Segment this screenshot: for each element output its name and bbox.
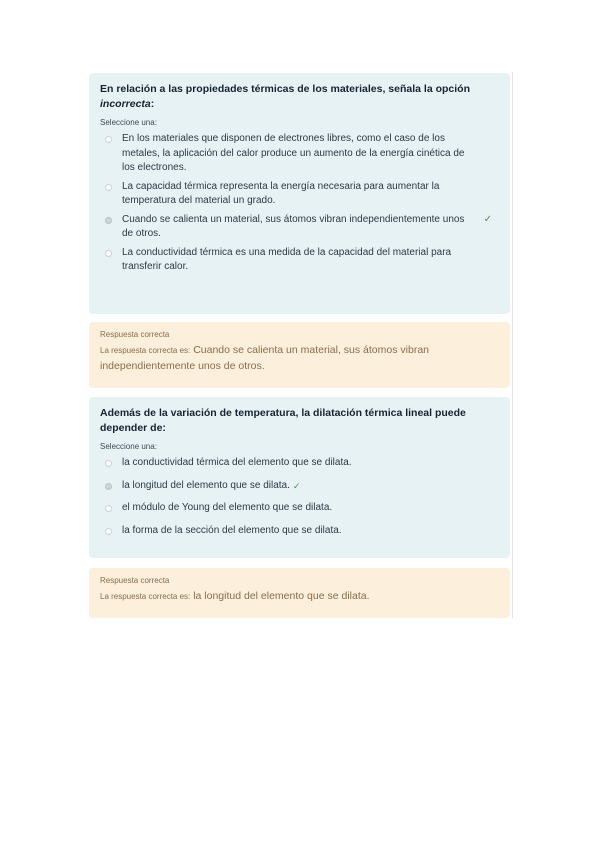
radio-button-selected[interactable] (105, 217, 112, 224)
question-1-emphasis: incorrecta (100, 98, 151, 110)
question-1 (89, 73, 510, 314)
question-2-answer-c[interactable] (100, 501, 500, 516)
feedback-2-answer: la longitud del elemento que se dilata. (193, 590, 370, 602)
feedback-1 (89, 322, 510, 388)
radio-button-selected[interactable] (105, 483, 112, 490)
question-1-prompt: Seleccione una: (100, 118, 157, 127)
answer-label: La conductividad térmica es una medida de la capacidad del material para transferir calor. (122, 246, 452, 272)
radio-button[interactable] (105, 528, 112, 535)
question-1-text: En relación a las propiedades térmicas de los materiales, señala la opción incorrecta: (100, 83, 470, 110)
feedback-1-title: Respuesta correcta (100, 330, 170, 339)
feedback-2-text (100, 589, 500, 605)
answer-label: La capacidad térmica representa la energía necesaria para aumentar la temperatura del material un grado. (122, 180, 440, 206)
feedback-2-lead: La respuesta correcta es: (100, 592, 191, 601)
feedback-2 (89, 568, 510, 618)
page-edge-line (512, 72, 513, 618)
question-2 (89, 397, 510, 558)
radio-button[interactable] (105, 460, 112, 467)
question-1-answer-c[interactable] (100, 213, 500, 242)
feedback-1-text (100, 343, 500, 373)
feedback-2-title: Respuesta correcta (100, 576, 170, 585)
answer-label: el módulo de Young del elemento que se dilata. (122, 502, 333, 513)
answer-label: la conductividad térmica del elemento que se dilata. (122, 457, 352, 468)
question-2-answer-b[interactable] (100, 479, 500, 494)
question-1-answer-b[interactable] (100, 180, 500, 209)
answer-label: la longitud del elemento que se dilata. (122, 479, 290, 491)
question-2-answers (100, 456, 500, 538)
answer-label: la forma de la sección del elemento que se dilata. (122, 524, 342, 536)
radio-button[interactable] (105, 250, 112, 257)
question-2-answer-d[interactable] (100, 524, 500, 539)
checkmark-icon: ✓ (483, 213, 492, 225)
answer-label: En los materiales que disponen de electrones libres, como el caso de los metales, la aplicación del calor produce un aumento de la energía cinética de los electrones. (122, 133, 465, 173)
question-2-text: Además de la variación de temperatura, la dilatación térmica lineal puede depender de: (100, 407, 466, 434)
checkmark-icon: ✓ (292, 480, 301, 491)
question-2-prompt: Seleccione una: (100, 442, 157, 451)
radio-button[interactable] (105, 505, 112, 512)
question-2-answer-a[interactable] (100, 456, 500, 471)
question-1-answer-a[interactable] (100, 132, 500, 176)
feedback-1-answer: Cuando se calienta un material, sus átomos vibran independientemente unos de otros. (100, 344, 429, 372)
question-1-answers (100, 132, 500, 275)
question-1-answer-d[interactable] (100, 246, 500, 275)
feedback-1-lead: La respuesta correcta es: (100, 346, 191, 355)
radio-button[interactable] (105, 136, 112, 143)
radio-button[interactable] (105, 184, 112, 191)
answer-label: Cuando se calienta un material, sus átomos vibran independientemente unos de otros. (122, 213, 465, 239)
